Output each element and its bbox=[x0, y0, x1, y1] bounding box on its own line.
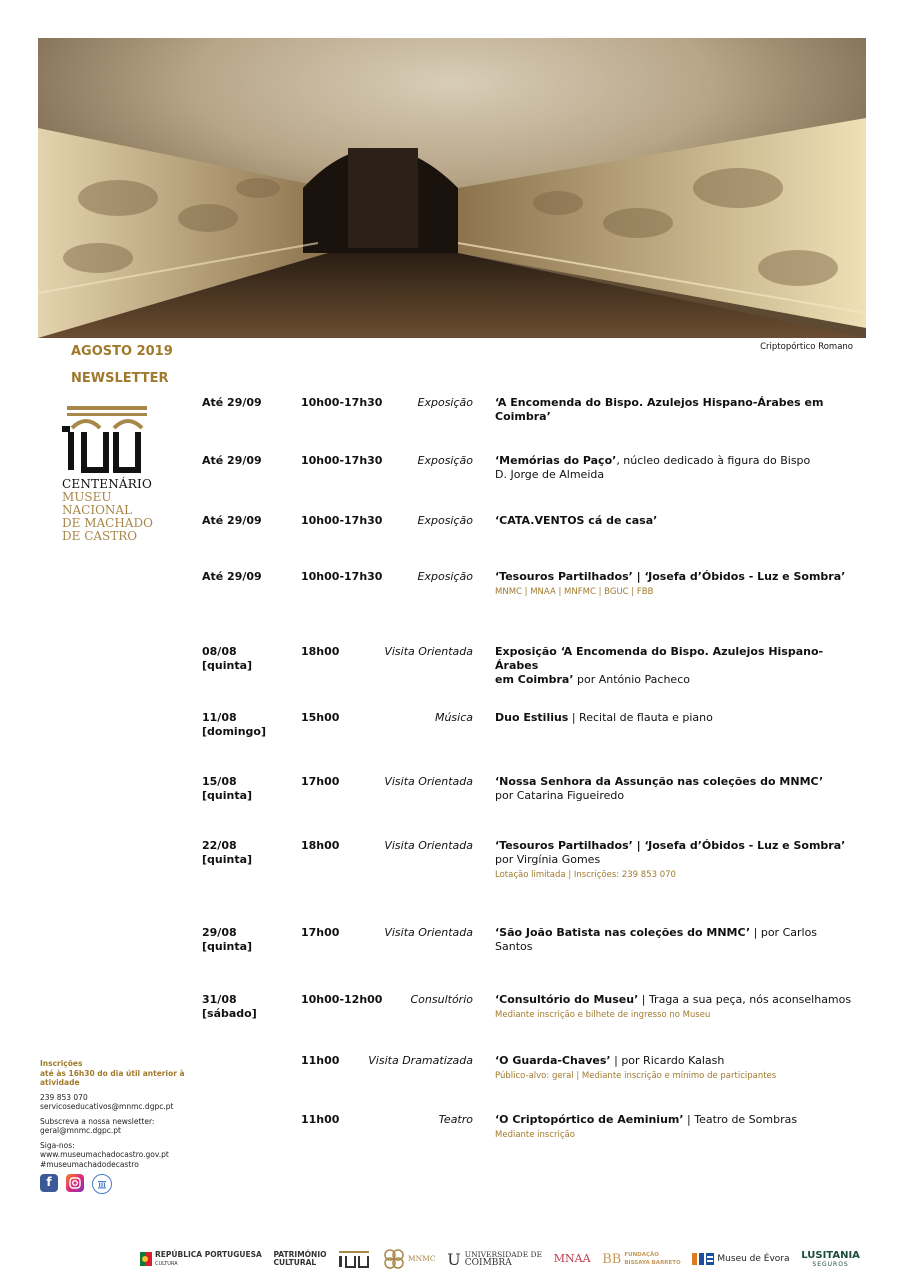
registration-info bbox=[40, 1059, 190, 1194]
republica-portuguesa-logo bbox=[140, 1251, 262, 1268]
event-date-day: Até 29/09 bbox=[202, 396, 262, 409]
contact-phone: 239 853 070 bbox=[40, 1092, 88, 1102]
event-category: Exposição bbox=[417, 454, 473, 467]
rp-sub-text: CULTURA bbox=[155, 1260, 178, 1267]
event-time: 17h00 bbox=[301, 926, 340, 939]
fundacao-bissaya-barreto-logo: BB FUNDAÇÃO BISSAYA BARRETO bbox=[602, 1251, 681, 1267]
event-note: Mediante inscrição e bilhete de ingresso no Museu bbox=[495, 1010, 711, 1020]
universidade-coimbra-logo: U UNIVERSIDADE DE COIMBRA bbox=[447, 1249, 543, 1269]
event-date bbox=[202, 993, 257, 1021]
event-date bbox=[202, 514, 262, 528]
mnmc-text: MNMC bbox=[407, 1254, 436, 1263]
event-title-bold: ‘O Guarda-Chaves’ bbox=[495, 1054, 611, 1067]
instagram-icon[interactable] bbox=[66, 1174, 84, 1192]
tunnel-illustration bbox=[38, 38, 866, 338]
event-title-bold: ‘Nossa Senhora da Assunção nas coleções do MNMC’ bbox=[495, 775, 824, 788]
logo-line-museu: MUSEU NACIONAL bbox=[62, 490, 133, 517]
event-title-rest: | por Ricardo Kalash bbox=[610, 1054, 725, 1067]
event-category: Visita Dramatizada bbox=[368, 1054, 473, 1067]
event-date-weekday: [sábado] bbox=[202, 1007, 257, 1020]
lusitania-seguros-logo bbox=[801, 1250, 860, 1268]
event-note: Mediante inscrição bbox=[495, 1130, 575, 1140]
event-category: Visita Orientada bbox=[384, 839, 473, 852]
event-title bbox=[495, 1054, 855, 1082]
event-date bbox=[202, 775, 252, 803]
registration-heading: Inscrições bbox=[40, 1059, 83, 1068]
follow-label: Siga-nos: bbox=[40, 1140, 75, 1150]
event-category: Consultório bbox=[410, 993, 473, 1006]
event-time: 10h00-12h00 bbox=[301, 993, 383, 1006]
event-title-line2: por Catarina Figueiredo bbox=[495, 789, 625, 802]
centenario-logo bbox=[62, 404, 182, 543]
event-title-bold: ‘Consultório do Museu’ bbox=[495, 993, 639, 1006]
event-date-day: Até 29/09 bbox=[202, 454, 262, 467]
mnaa-logo: MNAA bbox=[553, 1252, 591, 1265]
evora-text: Museu de Évora bbox=[717, 1254, 790, 1264]
event-title bbox=[495, 993, 855, 1021]
event-time: 10h00-17h30 bbox=[301, 570, 383, 583]
event-title bbox=[495, 839, 855, 881]
event-time: 10h00-17h30 bbox=[301, 454, 383, 467]
event-date-day: Até 29/09 bbox=[202, 514, 262, 527]
event-title bbox=[495, 775, 855, 803]
event-date bbox=[202, 839, 252, 867]
lusitania-sub-text: SEGUROS bbox=[812, 1261, 849, 1268]
event-time: 18h00 bbox=[301, 839, 340, 852]
event-date-weekday: [quinta] bbox=[202, 853, 253, 866]
event-date-day: 31/08 bbox=[202, 993, 237, 1006]
event-title-bold: ‘Tesouros Partilhados’ | ‘Josefa d’Óbidos - Luz e Sombra’ bbox=[495, 570, 846, 583]
social-icons bbox=[40, 1174, 190, 1194]
event-date-day: Até 29/09 bbox=[202, 570, 262, 583]
newsletter-email[interactable]: geral@mnmc.dgpc.pt bbox=[40, 1126, 122, 1135]
event-date-weekday: [quinta] bbox=[202, 659, 253, 672]
patrimonio-cultural-logo: PATRIMÓNIO CULTURAL bbox=[273, 1250, 327, 1267]
event-date-day: 11/08 bbox=[202, 711, 237, 724]
event-title bbox=[495, 645, 855, 687]
event-time: 11h00 bbox=[301, 1113, 340, 1126]
event-title-rest: | Teatro de Sombras bbox=[683, 1113, 798, 1126]
event-date-day: 22/08 bbox=[202, 839, 237, 852]
event-date bbox=[202, 396, 262, 410]
event-title-line2: D. Jorge de Almeida bbox=[495, 468, 605, 481]
google-arts-icon[interactable] bbox=[92, 1174, 112, 1194]
event-note: Público-alvo: geral | Mediante inscrição e mínimo de participantes bbox=[495, 1071, 777, 1081]
event-date-weekday: [domingo] bbox=[202, 725, 266, 738]
event-title-bold: ‘Memórias do Paço’ bbox=[495, 454, 617, 467]
event-date-day: 15/08 bbox=[202, 775, 237, 788]
event-date bbox=[202, 570, 262, 584]
newsletter-month: AGOSTO 2019 bbox=[71, 344, 173, 359]
event-title-rest: | Traga a sua peça, nós aconselhamos bbox=[638, 993, 852, 1006]
event-category: Teatro bbox=[438, 1113, 473, 1126]
photo-caption: Criptopórtico Romano bbox=[760, 342, 853, 352]
event-title-bold: Exposição ‘A Encomenda do Bispo. Azulejos Hispano-Árabes bbox=[495, 645, 824, 672]
contact-email[interactable]: servicoseducativos@mnmc.dgpc.pt bbox=[40, 1102, 174, 1111]
event-title bbox=[495, 926, 855, 954]
event-title bbox=[495, 1113, 855, 1141]
event-date bbox=[202, 645, 252, 673]
hashtag: #museumachadodecastro bbox=[40, 1159, 139, 1169]
logo-line-machado: DE MACHADO bbox=[62, 516, 153, 530]
event-category: Visita Orientada bbox=[384, 926, 473, 939]
event-title-rest: | por Carlos Santos bbox=[495, 926, 818, 953]
event-title bbox=[495, 570, 855, 598]
fbb-line2: BISSAYA BARRETO bbox=[624, 1260, 681, 1266]
event-date-day: 08/08 bbox=[202, 645, 237, 658]
event-category: Música bbox=[434, 711, 473, 724]
event-title-rest: | Recital de flauta e piano bbox=[568, 711, 713, 724]
event-category: Exposição bbox=[417, 514, 473, 527]
event-title-bold: ‘CATA.VENTOS cá de casa’ bbox=[495, 514, 658, 527]
event-category: Exposição bbox=[417, 396, 473, 409]
event-date bbox=[202, 926, 252, 954]
event-date-weekday: [quinta] bbox=[202, 789, 253, 802]
hero-photo-criptoportico bbox=[38, 38, 866, 338]
event-title-line2-rest: por António Pacheco bbox=[573, 673, 690, 686]
event-title-bold: ‘O Criptopórtico de Aeminium’ bbox=[495, 1113, 684, 1126]
centenario-small-logo bbox=[337, 1250, 371, 1268]
museu-evora-logo bbox=[692, 1253, 789, 1265]
event-title-bold: ‘São João Batista nas coleções do MNMC’ bbox=[495, 926, 751, 939]
event-title-bold: ‘A Encomenda do Bispo. Azulejos Hispano-Árabes em Coimbra’ bbox=[495, 396, 824, 423]
registration-deadline: até às 16h30 do dia útil anterior à atividade bbox=[40, 1068, 185, 1087]
event-title-bold: Duo Estilius bbox=[495, 711, 569, 724]
logo-100-mark bbox=[62, 404, 152, 474]
event-category: Visita Orientada bbox=[384, 645, 473, 658]
event-time: 10h00-17h30 bbox=[301, 514, 383, 527]
event-time: 10h00-17h30 bbox=[301, 396, 383, 409]
event-title-line2: em Coimbra’ bbox=[495, 673, 574, 686]
logo-wordmark bbox=[62, 478, 182, 543]
rp-text: REPÚBLICA PORTUGUESA bbox=[155, 1249, 262, 1259]
event-title-line2: por Virgínia Gomes bbox=[495, 853, 601, 866]
event-date bbox=[202, 454, 262, 468]
event-time: 11h00 bbox=[301, 1054, 340, 1067]
event-date bbox=[202, 711, 266, 739]
event-time: 18h00 bbox=[301, 645, 340, 658]
event-title-bold: ‘Tesouros Partilhados’ | ‘Josefa d’Óbidos - Luz e Sombra’ bbox=[495, 839, 846, 852]
event-title bbox=[495, 396, 855, 424]
facebook-icon[interactable]: f bbox=[40, 1174, 58, 1192]
event-time: 15h00 bbox=[301, 711, 340, 724]
uc-line2: COIMBRA bbox=[464, 1258, 512, 1268]
event-date-weekday: [quinta] bbox=[202, 940, 253, 953]
logo-line-castro: DE CASTRO bbox=[62, 529, 138, 543]
fbb-line1: FUNDAÇÃO bbox=[624, 1252, 659, 1258]
event-title bbox=[495, 454, 855, 482]
event-category: Visita Orientada bbox=[384, 775, 473, 788]
event-note: MNMC | MNAA | MNFMC | BGUC | FBB bbox=[495, 587, 654, 597]
event-note: Lotação limitada | Inscrições: 239 853 070 bbox=[495, 870, 676, 880]
lusitania-text: LUSITANIA bbox=[801, 1250, 860, 1261]
event-title-rest: , núcleo dedicado à figura do Bispo bbox=[616, 454, 811, 467]
event-date-day: 29/08 bbox=[202, 926, 237, 939]
partner-logos bbox=[140, 1244, 860, 1274]
website-link[interactable]: www.museumachadocastro.gov.pt bbox=[40, 1150, 169, 1159]
mnmc-logo bbox=[383, 1248, 436, 1270]
newsletter-label: Subscreva a nossa newsletter: bbox=[40, 1116, 155, 1126]
uc-line1: UNIVERSIDADE DE bbox=[464, 1250, 543, 1259]
event-title bbox=[495, 711, 855, 725]
event-category: Exposição bbox=[417, 570, 473, 583]
logo-centenario: CENTENÁRIO bbox=[62, 477, 152, 491]
event-time: 17h00 bbox=[301, 775, 340, 788]
newsletter-label: NEWSLETTER bbox=[71, 371, 169, 386]
event-title bbox=[495, 514, 855, 528]
